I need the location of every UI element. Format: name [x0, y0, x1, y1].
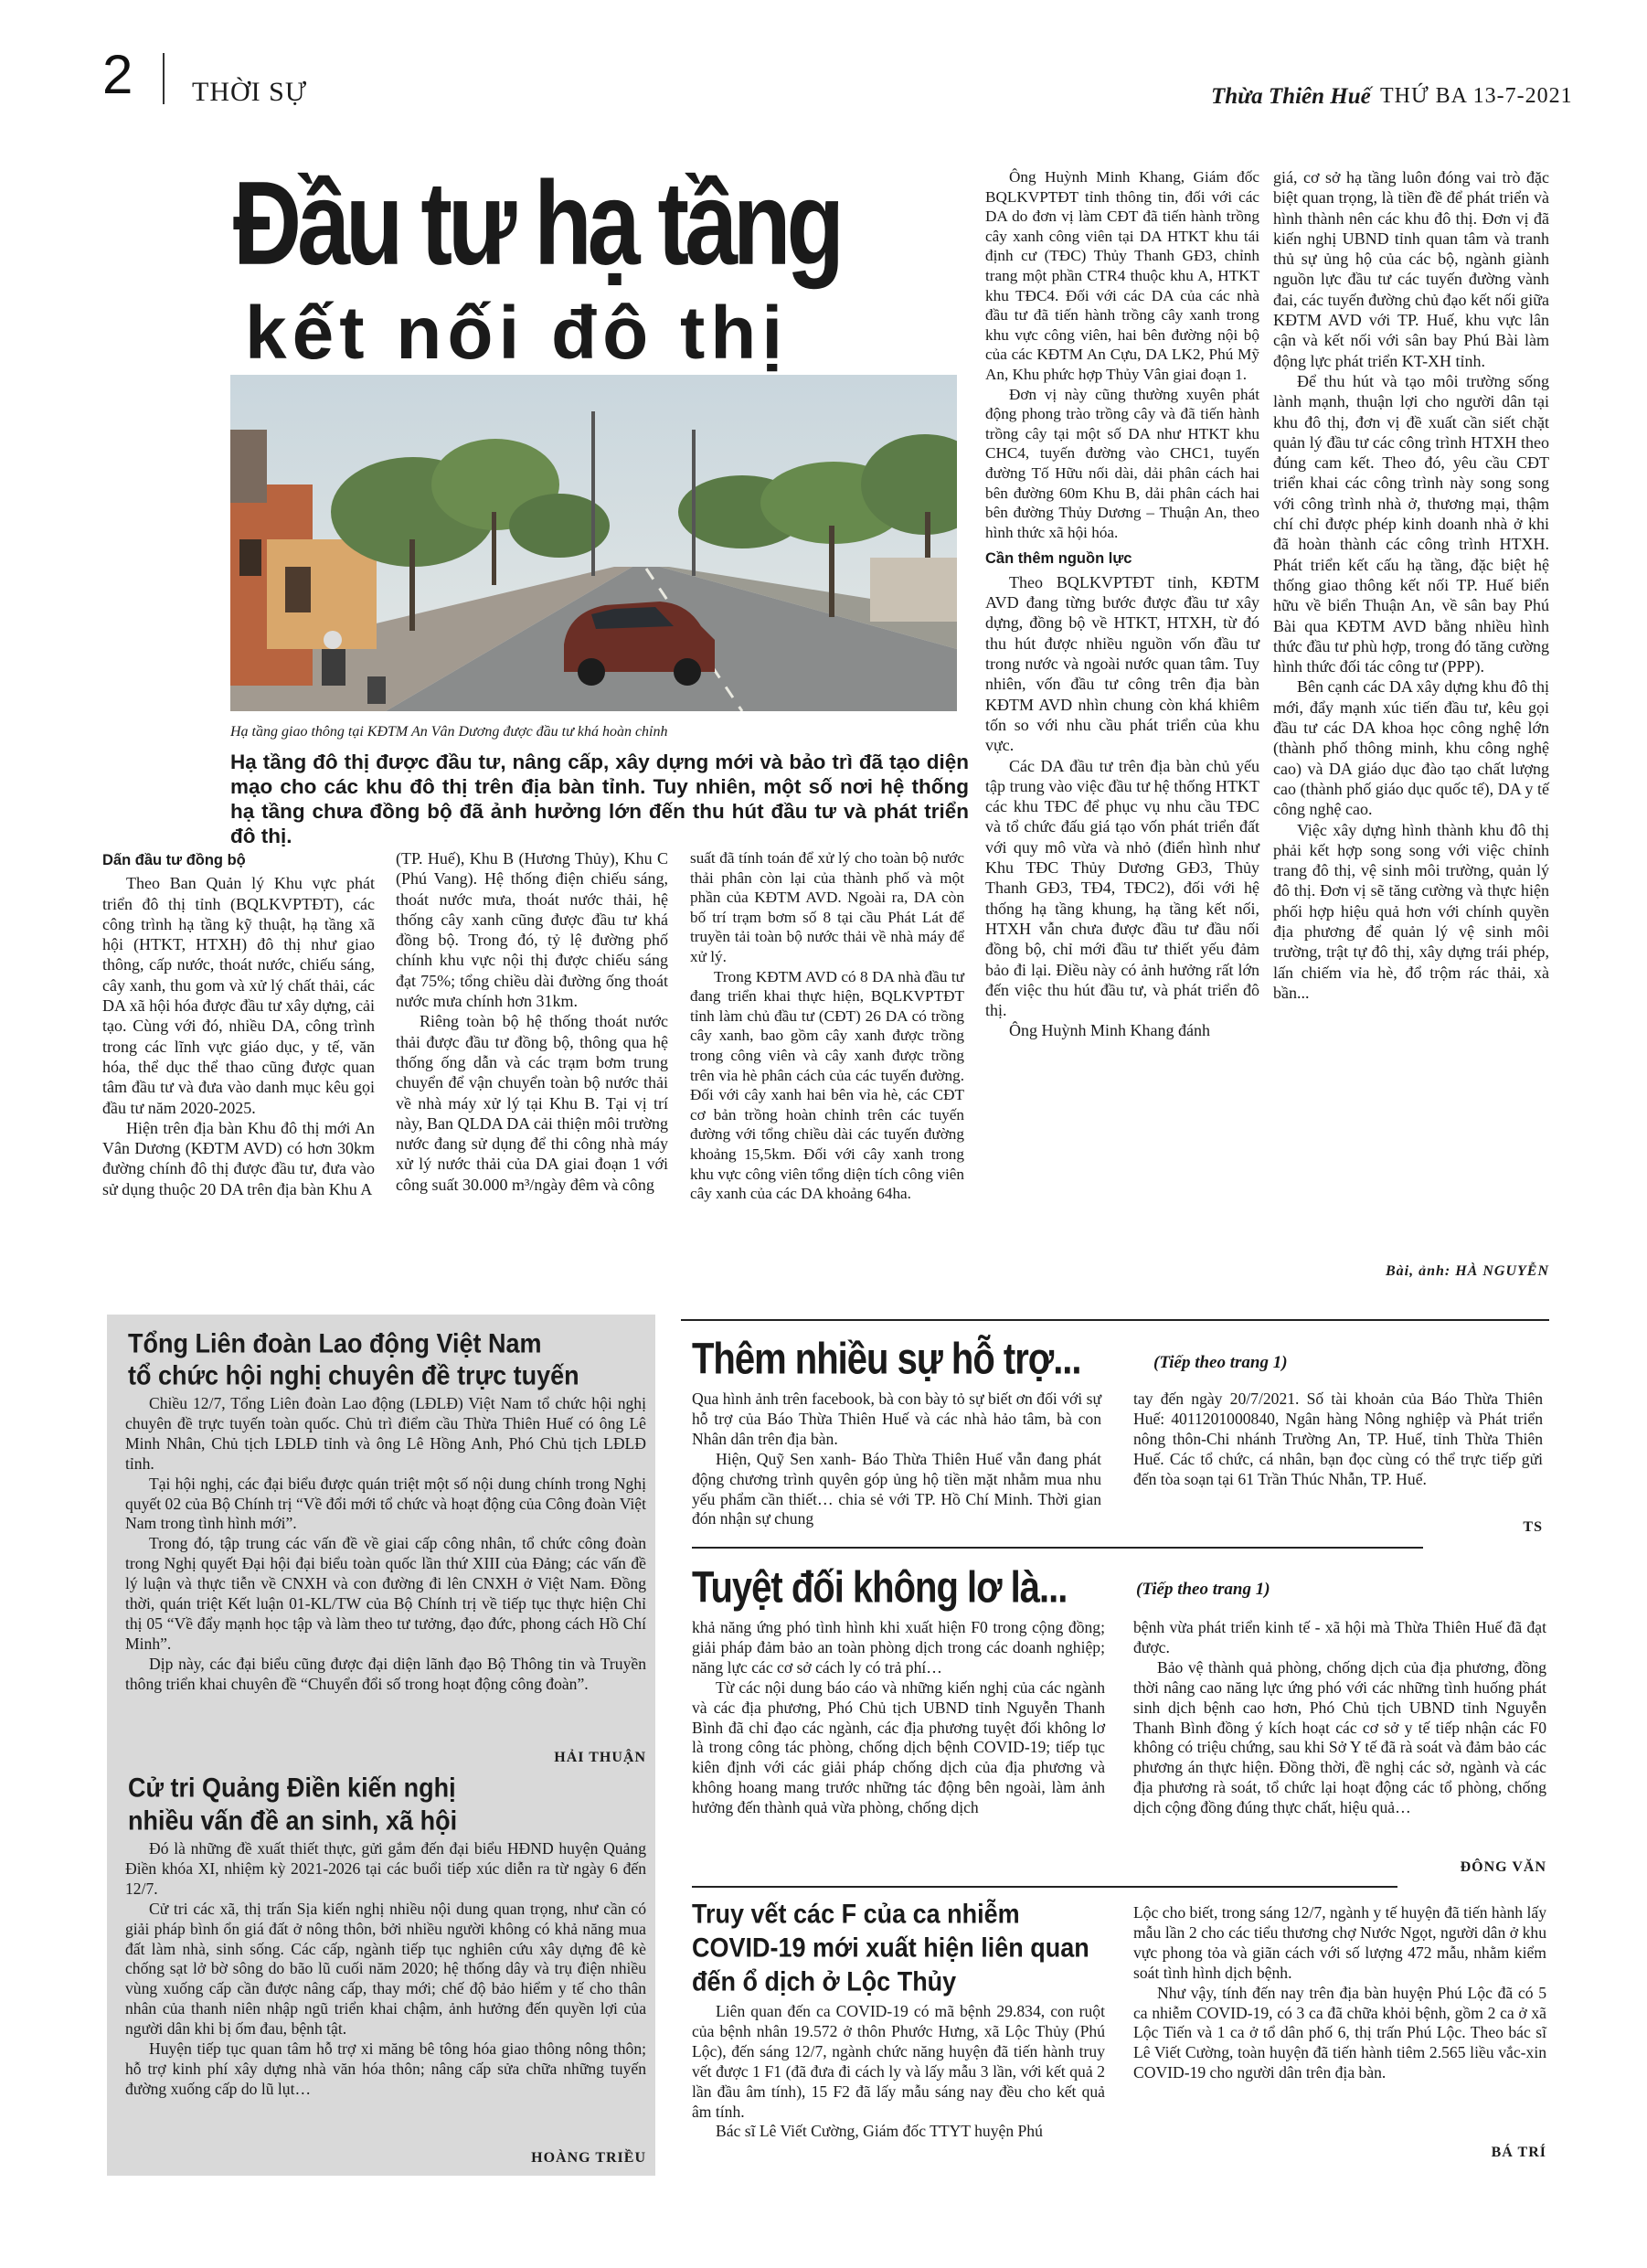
box2-title-line1: Cử tri Quảng Điền kiến nghị	[128, 1773, 456, 1804]
article3-continued: (Tiếp theo trang 1)	[1153, 1353, 1288, 1372]
article4-byline: ĐÔNG VĂN	[1460, 1859, 1546, 1875]
lead-byline: Bài, ảnh: HÀ NGUYỄN	[1385, 1263, 1549, 1279]
lead-col-5	[1273, 167, 1549, 1003]
article3-col-2	[1133, 1390, 1543, 1490]
lead-sapo: Hạ tầng đô thị được đầu tư, nâng cấp, xây dựng mới và bảo trì đã tạo diện mạo cho các khu đô thị trên địa bàn tỉnh. Tuy nhiên, một số nơi hệ thống hạ tầng chưa đồng bộ đã ảnh hưởng lớn đến thu hút đầu tư và phát triển đô thị.	[230, 751, 969, 847]
paragraph: Bên cạnh các DA xây dựng khu đô thị mới, đẩy mạnh xúc tiến đầu tư, kêu gọi đầu tư các DA khoa học công nghệ lớn (thành phố thông minh, khu công nghệ cao) và DA giáo dục đào tạo chất lượng cao (thành phố giáo dục quốc tế), DA y tế công nghệ cao.	[1273, 677, 1549, 819]
lead-col-1	[102, 848, 375, 1199]
article5-col-1	[692, 2002, 1105, 2142]
divider-line	[692, 1886, 1397, 1888]
paragraph: bệnh vừa phát triển kinh tế - xã hội mà Thừa Thiên Huế đã đạt được.	[1133, 1618, 1546, 1656]
paragraph: Để thu hút và tạo môi trường sống lành mạnh, thuận lợi cho người dân tại khu đô thị, đơn vị đề xuất cần siết chặt quản lý đầu tư các công trình HTXH theo đúng cam kết. Theo đó, yêu cầu CĐT triển khai các công trình này song song với công trình nhà ở, thương mại, thậm chí chỉ được phép kinh doanh nhà ở khi đã hoàn thành các công trình HTXH. Phát triển kết cấu hạ tầng, đặc biệt hệ thống giao thông kết nối TP. Huế biển hữu về biển Thuận An, về sân bay Phú Bài qua KĐTM AVD bằng nhiều hình thức đầu tư phù hợp, trong đó tăng cường hình thức đối tác công tư (PPP).	[1273, 371, 1549, 676]
divider-line	[692, 1547, 1423, 1549]
article3-title: Thêm nhiều sự hỗ trợ...	[692, 1335, 1081, 1384]
lead-col-3	[690, 848, 964, 1204]
paragraph: Hiện trên địa bàn Khu đô thị mới An Vân Dương (KĐTM AVD) có hơn 30km đường chính đô thị được đầu tư, đưa vào sử dụng thuộc 20 DA trên địa bàn Khu A	[102, 1118, 375, 1198]
box1-body	[125, 1394, 646, 1695]
paragraph: Qua hình ảnh trên facebook, bà con bày tỏ sự biết ơn đối với sự hỗ trợ của Báo Thừa Thiên Huế và các nhà hảo tâm, bà con Nhân dân trên địa bàn.	[692, 1390, 1101, 1448]
article5-title-line3: đến ổ dịch ở Lộc Thủy	[692, 1966, 957, 1997]
article5-col-2	[1133, 1903, 1546, 2083]
paragraph: Đó là những đề xuất thiết thực, gửi gắm đến đại biểu HĐND huyện Quảng Điền khóa XI, nhiệm kỳ 2021-2026 tại các buổi tiếp xúc diễn ra từ ngày 6 đến 12/7.	[125, 1839, 646, 1898]
page-number: 2	[102, 44, 133, 105]
paragraph: Cử tri các xã, thị trấn Sịa kiến nghị nhiều nội dung quan trọng, như cần có giải pháp bình ổn giá đất ở nông thôn, bởi nhiều người không có khả năng mua đất làm nhà, sinh sống. Các cấp, ngành tiếp tục nghiên cứu xây dựng đê kè chống sạt lở bờ sông do bão lũ cuối năm 2020; hệ thống dây và trụ điện nhiều vùng xuống cấp cần được nâng cấp, thay mới; chế độ bảo hiểm y tế cho thân nhân của thanh niên nhập ngũ triển khai chậm, ảnh hưởng đến quyền lợi của người dân khi bị ốm đau, bệnh tật.	[125, 1899, 646, 2039]
box2-title-line2: nhiều vấn đề an sinh, xã hội	[128, 1805, 458, 1837]
lead-subhead-2: Cần thêm nguồn lực	[985, 550, 1132, 568]
paragraph: Lộc cho biết, trong sáng 12/7, ngành y tế huyện đã tiến hành lấy mẫu lần 2 cho các tiểu thương chợ Nước Ngọt, người dân ở khu vực phong tỏa và giãn cách với số lượng 472 mẫu, nhằm kiểm soát tình hình dịch bệnh.	[1133, 1903, 1546, 1982]
paragraph: Trong KĐTM AVD có 8 DA nhà đầu tư đang triển khai thực hiện, BQLKVPTĐT tỉnh làm chủ đầu tư (CĐT) 26 DA có trồng cây xanh, bao gồm cây xanh được trồng trong công viên và cây xanh được trồng trên vỉa hè phân cách của các tuyến đường. Đối với cây xanh hai bên vỉa hè, các CĐT cơ bản trồng hoàn chỉnh trên các tuyến đường với tổng chiều dài các tuyến đường khoảng 15,5km. Đối với cây xanh trong khu vực công viên tổng diện tích công viên cây xanh của các DA khoảng 64ha.	[690, 967, 964, 1203]
paragraph: Liên quan đến ca COVID-19 có mã bệnh 29.834, con ruột của bệnh nhân 19.572 ở thôn Phước Hưng, xã Lộc Thủy (Phú Lộc), đến sáng 12/7, ngành chức năng huyện đã tiến hành truy vết được 1 F1 (đã đưa đi cách ly và lấy mẫu 3 lần, với kết quả 2 lần đầu âm tính), 15 F2 đã lấy mẫu sáng nay đều cho kết quả âm tính.	[692, 2002, 1105, 2121]
lead-subhead-1: Dấn đầu tư đồng bộ	[102, 852, 246, 868]
paragraph: suất đã tính toán để xử lý cho toàn bộ nước thải phân còn lại của thành phố và một phần của KĐTM AVD. Ngoài ra, DA còn bố trí trạm bơm số 8 tại cầu Phát Lát để truyền tải toàn bộ nước thải về nhà máy để xử lý.	[690, 849, 964, 965]
paragraph: Như vậy, tính đến nay trên địa bàn huyện Phú Lộc đã có 5 ca nhiễm COVID-19, có 3 ca đã chữa khỏi bệnh, gồm 2 ca ở xã Lộc Tiến và 1 ca ở tổ dân phố 6, thị trấn Phú Lộc. Theo bác sĩ Lê Viết Cường, toàn huyện đã tiến hành tiêm 2.565 liều vắc-xin COVID-19 cho người dân trên địa bàn.	[1133, 1983, 1546, 2082]
paragraph: Ông Huỳnh Minh Khang đánh	[1009, 1021, 1210, 1040]
lead-col-4	[985, 167, 1259, 1041]
paragraph: Theo BQLKVPTĐT tỉnh, KĐTM AVD đang từng bước được đầu tư xây dựng, đồng bộ về HTKT, HTXH, từ đó thu hút được nhiều nguồn vốn đầu tư trong nước và ngoài nước quan tâm. Tuy nhiên, vốn đầu tư công trên địa bàn KĐTM AVD nhìn chung còn khá khiêm tốn so với nhu cầu phát triển của khu vực.	[985, 572, 1259, 755]
box1-title-line2: tổ chức hội nghị chuyên đề trực tuyến	[128, 1360, 579, 1391]
photo-caption: Hạ tầng giao thông tại KĐTM An Vân Dương được đầu tư khá hoàn chỉnh	[230, 724, 668, 740]
street-photo	[230, 375, 957, 711]
paragraph: Trong đó, tập trung các vấn đề về giai cấp công nhân, tổ chức công đoàn trong Nghị quyết Đại hội đại biểu toàn quốc lần thứ XIII của Đảng; các vấn đề lý luận và thực tiễn về CNXH và con đường đi lên CNXH ở Việt Nam. Đồng thời, quán triệt Kết luận 01-KL/TW của Bộ Chính trị về tiếp tục thực hiện Chỉ thị 05 “Về đẩy mạnh học tập và làm theo tư tưởng, đạo đức, phong cách Hồ Chí Minh”.	[125, 1534, 646, 1653]
paragraph: Huyện tiếp tục quan tâm hỗ trợ xi măng bê tông hóa giao thông nông thôn; hỗ trợ kinh phí xây dựng nhà văn hóa thôn; nâng cấp sửa chữa những tuyến đường xuống cấp do lũ lụt…	[125, 2039, 646, 2098]
lead-col-2	[396, 848, 668, 1195]
paper-name: Thừa Thiên Huế	[1211, 84, 1371, 109]
paragraph: Hiện, Quỹ Sen xanh- Báo Thừa Thiên Huế vẫn đang phát động chương trình quyên góp ủng hộ tiền mặt nhằm mua nhu yếu phẩm cần thiết… chia sẻ với TP. Hồ Chí Minh. Thời gian đón nhận sự chung	[692, 1449, 1101, 1528]
box1-byline: HẢI THUẬN	[554, 1750, 646, 1765]
paragraph: (TP. Huế), Khu B (Hương Thủy), Khu C (Phú Vang). Hệ thống điện chiếu sáng, thoát nước mưa, thoát nước thải, hệ thống cây xanh cũng được đầu tư khá đồng bộ. Trong đó, tỷ lệ đường phố chính khu vực nội thị được chiếu sáng đạt 75%; tổng chiều dài đường ống thoát nước mưa chính hơn 31km.	[396, 849, 668, 1011]
paragraph: Bảo vệ thành quả phòng, chống dịch của địa phương, đồng thời nâng cao năng lực ứng phó với các những tình huống phát sinh dịch bệnh cao hơn, Phó Chủ tịch UBND tỉnh Nguyễn Thanh Bình đồng ý kích hoạt các cơ sở y tế tiếp nhận các F0 không có triệu chứng, sau khi Sở Y tế đã rà soát và đảm bảo các phương án thực hiện. Đồng thời, đề nghị các sở, ngành và các địa phương rà soát, tổ chức lại hoạt động các tổ phòng, chống dịch cộng đồng đúng thực chất, hiệu quả…	[1133, 1657, 1546, 1817]
header-divider	[163, 53, 165, 104]
paragraph: Theo Ban Quản lý Khu vực phát triển đô thị tỉnh (BQLKVPTĐT), các công trình hạ tầng kỹ thuật, hạ tầng xã hội (HTKT, HTXH) đô thị như giao thông, cấp nước, thoát nước, chiếu sáng, cây xanh, thu gom và xử lý chất thải, các DA xã hội hóa được đầu tư xây dựng, cải tạo. Cùng với đó, nhiều DA, công trình trong các lĩnh vực giáo dục, y tế, văn hóa, thể dục thể thao cũng được quan tâm đầu tư và đưa vào danh mục kêu gọi đầu tư năm 2020-2025.	[102, 874, 375, 1117]
paragraph: tay đến ngày 20/7/2021. Số tài khoản của Báo Thừa Thiên Huế: 4011201000840, Ngân hàng Nông nghiệp và Phát triển nông thôn-Chi nhánh Trường An, TP. Huế, tỉnh Thừa Thiên Huế. Các tổ chức, cá nhân, bạn đọc cùng có thể trực tiếp gửi đến tòa soạn tại 61 Trần Thúc Nhẫn, TP. Huế.	[1133, 1390, 1543, 1488]
article4-col-2	[1133, 1618, 1546, 1818]
article4-continued: (Tiếp theo trang 1)	[1136, 1580, 1270, 1599]
paragraph: Đơn vị này cũng thường xuyên phát động phong trào trồng cây và đã tiến hành trồng cây tại một số DA như HTKT khu CHC4, tuyến đường vào CHC1, tuyến đường Tố Hữu nối dài, dải phân cách hai bên đường 60m Khu B, dải phân cách hai bên đường Thủy Dương – Thuận An, theo hình thức xã hội hóa.	[985, 385, 1259, 541]
article3-col-1	[692, 1390, 1101, 1529]
article5-byline: BÁ TRÍ	[1491, 2145, 1546, 2160]
paragraph: Tại hội nghị, các đại biểu được quán triệt một số nội dung chính trong Nghị quyết 02 của Bộ Chính trị “Về đổi mới tổ chức và hoạt động của Công đoàn Việt Nam trong tình hình mới”.	[125, 1474, 646, 1533]
article3-byline: TS	[1523, 1519, 1543, 1535]
section-label: THỜI SỰ	[192, 77, 308, 107]
paragraph: khả năng ứng phó tình hình khi xuất hiện F0 trong cộng đồng; giải pháp đảm bảo an toàn phòng dịch trong các doanh nghiệp; năng lực các cơ sở cách ly có trả phí…	[692, 1618, 1105, 1677]
paragraph: Dịp này, các đại biểu cũng được đại diện lãnh đạo Bộ Thông tin và Truyền thông triển khai chuyên đề “Chuyển đổi số trong hoạt động công đoàn”.	[125, 1654, 646, 1693]
issue-date: THỨ BA 13-7-2021	[1380, 84, 1573, 108]
paragraph: Từ các nội dung báo cáo và những kiến nghị của các ngành và các địa phương, Phó Chủ tịch UBND tỉnh Nguyễn Thanh Bình đã chỉ đạo các ngành, các địa phương tuyệt đối không lơ là trong công tác phòng, chống dịch bệnh COVID-19; tiếp tục kiên định với các giải pháp chống dịch của địa phương và không hoang mang trước những tác động bên ngoài, làm ảnh hưởng đến thành quả vừa phòng, chống dịch	[692, 1677, 1105, 1817]
box1-title-line1: Tổng Liên đoàn Lao động Việt Nam	[128, 1328, 542, 1359]
article4-title: Tuyệt đối không lơ là...	[692, 1563, 1068, 1613]
paragraph: Bác sĩ Lê Viết Cường, Giám đốc TTYT huyện Phú	[716, 2122, 1043, 2141]
article5-title-line1: Truy vết các F của ca nhiễm	[692, 1899, 1020, 1930]
paragraph: Chiều 12/7, Tổng Liên đoàn Lao động (LĐLĐ) Việt Nam tổ chức hội nghị chuyên đề trực tuyến toàn quốc. Chủ trì điểm cầu Thừa Thiên Huế có ông Lê Minh Nhân, Chủ tịch LĐLĐ tỉnh và ông Lê Hồng Anh, Phó Chủ tịch LĐLĐ tỉnh.	[125, 1394, 646, 1473]
divider-line	[681, 1319, 1549, 1321]
paragraph: giá, cơ sở hạ tầng luôn đóng vai trò đặc biệt quan trọng, là tiền đề để phát triển và hình thành nên các khu đô thị. Đơn vị đã kiến nghị UBND tỉnh quan tâm và tranh thủ sự ủng hộ của các bộ, ngành giành nguồn lực đầu tư các tuyến đường vành đai, các tuyến đường chủ đạo kết nối giữa KĐTM AVD với TP. Huế, khu vực lân cận và kết nối với sân bay Phú Bài làm động lực phát triển KT-XH tỉnh.	[1273, 168, 1549, 370]
paragraph: Riêng toàn bộ hệ thống thoát nước thải được đầu tư đồng bộ, thông qua hệ thống ống dẫn và các trạm bơm trung chuyển để vận chuyển toàn bộ nước thải về nhà máy xử lý tại Khu B. Tại vị trí này, Ban QLDA DA cải thiện môi trường nước đang sử dụng để thi công nhà máy xử lý nước thải của DA giai đoạn 1 với công suất 30.000 m³/ngày đêm và công	[396, 1012, 668, 1194]
paragraph: Ông Huỳnh Minh Khang, Giám đốc BQLKVPTĐT tỉnh thông tin, đối với các DA do đơn vị làm CĐT đã tiến hành trồng cây xanh công viên tại DA HTKT khu tái định cư (TĐC) Thủy Thanh GĐ3, chỉnh trang một phần CTR4 thuộc khu A, HTKT khu TĐC4. Đối với các DA của các nhà đầu tư đã tiến hành trồng cây xanh trong khu vực công viên, hai bên đường nội bộ của các KĐTM An Cựu, DA LK2, Phú Mỹ An, Khu phức hợp Thủy Vân giai đoạn 1.	[985, 168, 1259, 383]
box2-body	[125, 1839, 646, 2100]
paragraph: Các DA đầu tư trên địa bàn chủ yếu tập trung vào việc đầu tư hệ thống HTKT các khu TĐC để phục vụ nhu cầu TĐC và tổ chức đấu giá tạo vốn phát triển đất với quy mô vừa và nhỏ (điển hình như Khu TĐC Thủy Dương GĐ3, Thủy Thanh GĐ3, TĐ4, TĐC2), đối với hệ thống hạ tầng khung, hạ tầng kết nối, HTXH vẫn chưa được đầu tư đầu nối đồng bộ, chỉ mới đầu tư thiết yếu đảm bảo đi lại. Điều này có ảnh hưởng rất lớn đến việc thu hút đầu tư, và phát triển đô thị.	[985, 756, 1259, 1020]
lead-title-line2: kết nối đô thị	[245, 292, 789, 375]
paragraph: Việc xây dựng hình thành khu đô thị phải kết hợp song song với việc chỉnh trang đô thị, vệ sinh môi trường, quản lý đô thị. Đơn vị sẽ tăng cường và thực hiện phối hợp hiệu quả hơn với chính quyền địa phương để quản lý vệ sinh môi trường, trật tự đô thị, xây dựng trái phép, lấn chiếm vỉa hè, đổ trộm rác thải, xà bần...	[1273, 820, 1549, 1002]
box2-byline: HOÀNG TRIỀU	[531, 2150, 646, 2166]
lead-title-line1: Đầu tư hạ tầng	[233, 157, 840, 291]
article4-col-1	[692, 1618, 1105, 1818]
article5-title-line2: COVID-19 mới xuất hiện liên quan	[692, 1933, 1089, 1964]
